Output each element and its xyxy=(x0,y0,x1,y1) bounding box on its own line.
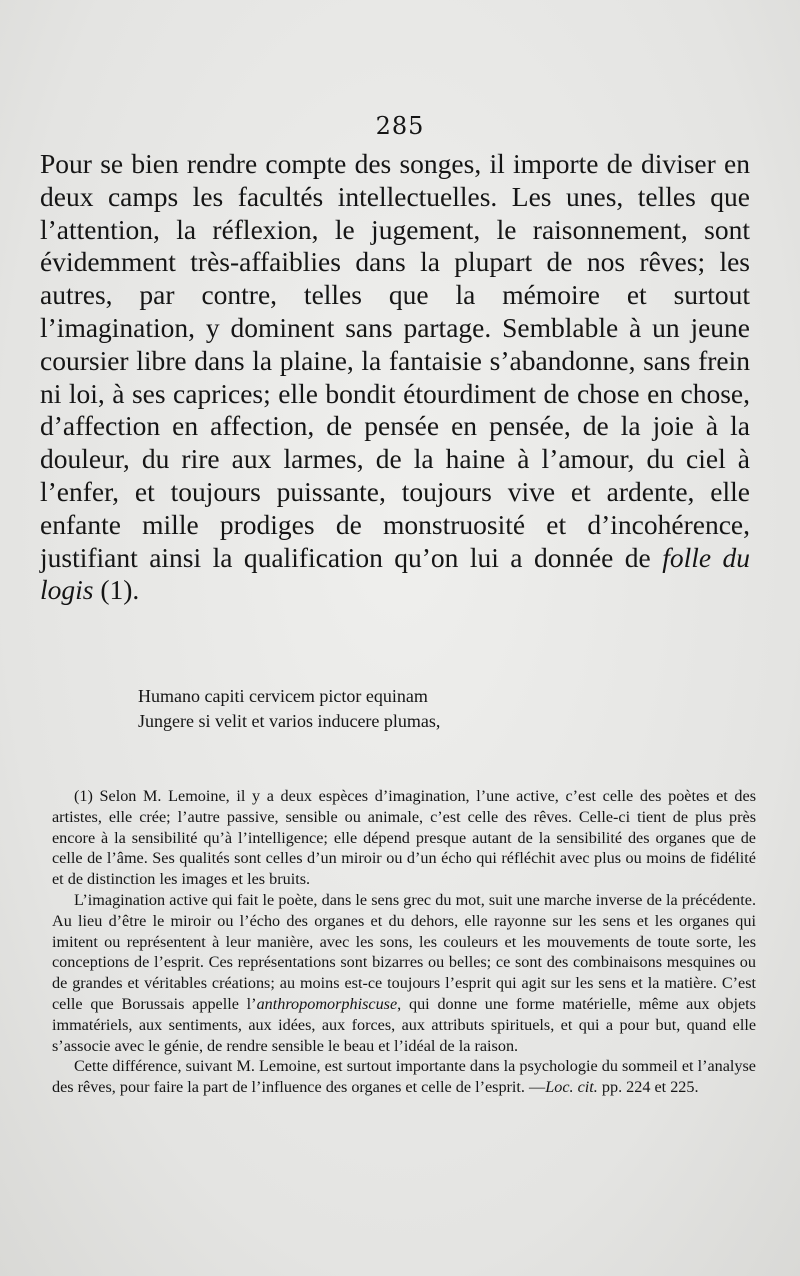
footnote-paragraph-1: (1) Selon M. Lemoine, il y a deux espèces d’imagination, l’une active, c’est celle des poètes et des artistes, elle crée; l’autre passive, sensible ou animale, c’est celle des rêves. Celle-ci tient de plus près encore à la sensibilité qu’à l’intelligence; elle dépend presque autant de la sensibilité des organes que de celle de l’âme. Ses qualités sont celles d’un miroir ou d’un écho qui réfléchit avec plus ou moins de fidélité et de distinction les images et les bruits. xyxy=(52,787,756,889)
quote-line-2: Jungere si velit et varios inducere plumas, xyxy=(138,711,441,731)
footnote-2-italic: anthropomorphiscuse xyxy=(256,994,398,1013)
footnote-paragraph-2 xyxy=(52,890,756,1056)
quote-line-1: Humano capiti cervicem pictor equinam xyxy=(138,686,428,706)
main-paragraph xyxy=(40,148,750,607)
footnote-2-text: L’imagination active qui fait le poète, dans le sens grec du mot, suit une marche inverse de la précédente. Au lieu d’être le miroir ou l’écho des organes et du dehors, elle rayonne sur les sens et les organes qui imitent ou représentent à leur manière, avec les sons, les couleurs et les mouvements de toute sorte, les conceptions de l’esprit. Ces représentations sont bizarres ou belles; ce sont des combinaisons mesquines ou de grandes et véritables créations; au moins est-ce toujours l’esprit qui agit sur les sens et la matière. C’est celle que Borussais appelle l’ xyxy=(52,890,756,1013)
footnote-reference: (1). xyxy=(100,574,140,606)
footnote-3-text: Cette différence, suivant M. Lemoine, est surtout importante dans la psychologie du sommeil et l’analyse des rêves, pour faire la part de l’influence des organes et celle de l’esprit. — xyxy=(52,1057,756,1097)
footnote-paragraph-3 xyxy=(52,1056,756,1098)
footnote-3-pages: pp. 224 et 225. xyxy=(601,1078,699,1097)
footnote-2-text-end: , qui donne une forme matérielle, même aux objets immatériels, aux sentiments, aux idées, aux forces, aux attributs spirituels, et qui a pour but, quand elle s’associe avec le génie, de rendre sensible le beau et l’idéal de la raison. xyxy=(52,994,756,1055)
page-number: 285 xyxy=(375,112,425,140)
main-paragraph-text: Pour se bien rendre compte des songes, il importe de diviser en deux camps les facultés intellectuelles. Les unes, telles que l’attention, la réflexion, le jugement, le raisonnement, sont évidemment très-affaiblies dans la plupart de nos rêves; les autres, par contre, telles que la mémoire et surtout l’imagination, y dominent sans partage. Semblable à un jeune coursier libre dans la plaine, la fantaisie s’abandonne, sans frein ni loi, à ses caprices; elle bondit étourdiment de chose en chose, d’affection en affection, de pensée en pensée, de la joie à la douleur, du rire aux larmes, de la haine à l’amour, du ciel à l’enfer, et toujours puissante, toujours vive et ardente, elle enfante mille prodiges de monstruosité et d’incohérence, justifiant ainsi la qualification qu’on lui a donnée de xyxy=(40,148,750,573)
latin-quotation xyxy=(138,684,698,734)
footnote-3-citation: Loc. cit. xyxy=(545,1078,598,1097)
footnotes xyxy=(52,786,756,1098)
italic-phrase: folle du logis xyxy=(40,541,750,606)
